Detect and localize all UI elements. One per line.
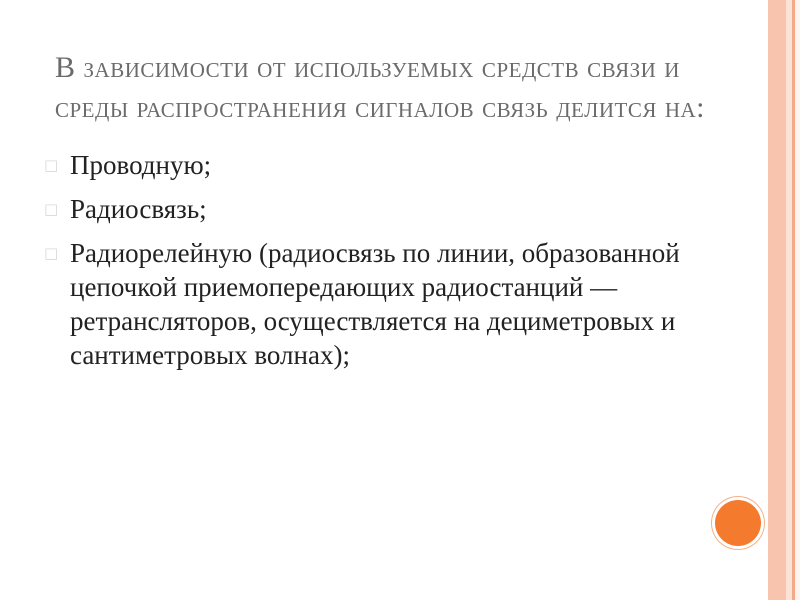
list-item-text: Радиорелейную (радиосвязь по линии, образованной цепочкой приемопередающих радиостанций — ретрансляторов, осуществляется на дециметровых и сантиметровых волнах);	[70, 238, 680, 370]
decorative-stripe	[768, 0, 786, 600]
list-item	[44, 148, 704, 182]
box-bullet-icon: □	[44, 244, 59, 262]
list-item-text: Радиосвязь;	[70, 194, 207, 224]
list-item-text: Проводную;	[70, 150, 212, 180]
box-bullet-icon: □	[44, 200, 59, 218]
box-bullet-icon: □	[44, 156, 59, 174]
list-item	[44, 236, 704, 372]
orange-circle-decoration	[715, 500, 761, 546]
list-item	[44, 192, 704, 226]
decorative-stripe-edge	[795, 0, 800, 600]
slide-title: В зависимости от используемых средств связи и среды распространения сигналов связь делится на:	[55, 51, 706, 124]
bullet-list	[44, 148, 704, 382]
